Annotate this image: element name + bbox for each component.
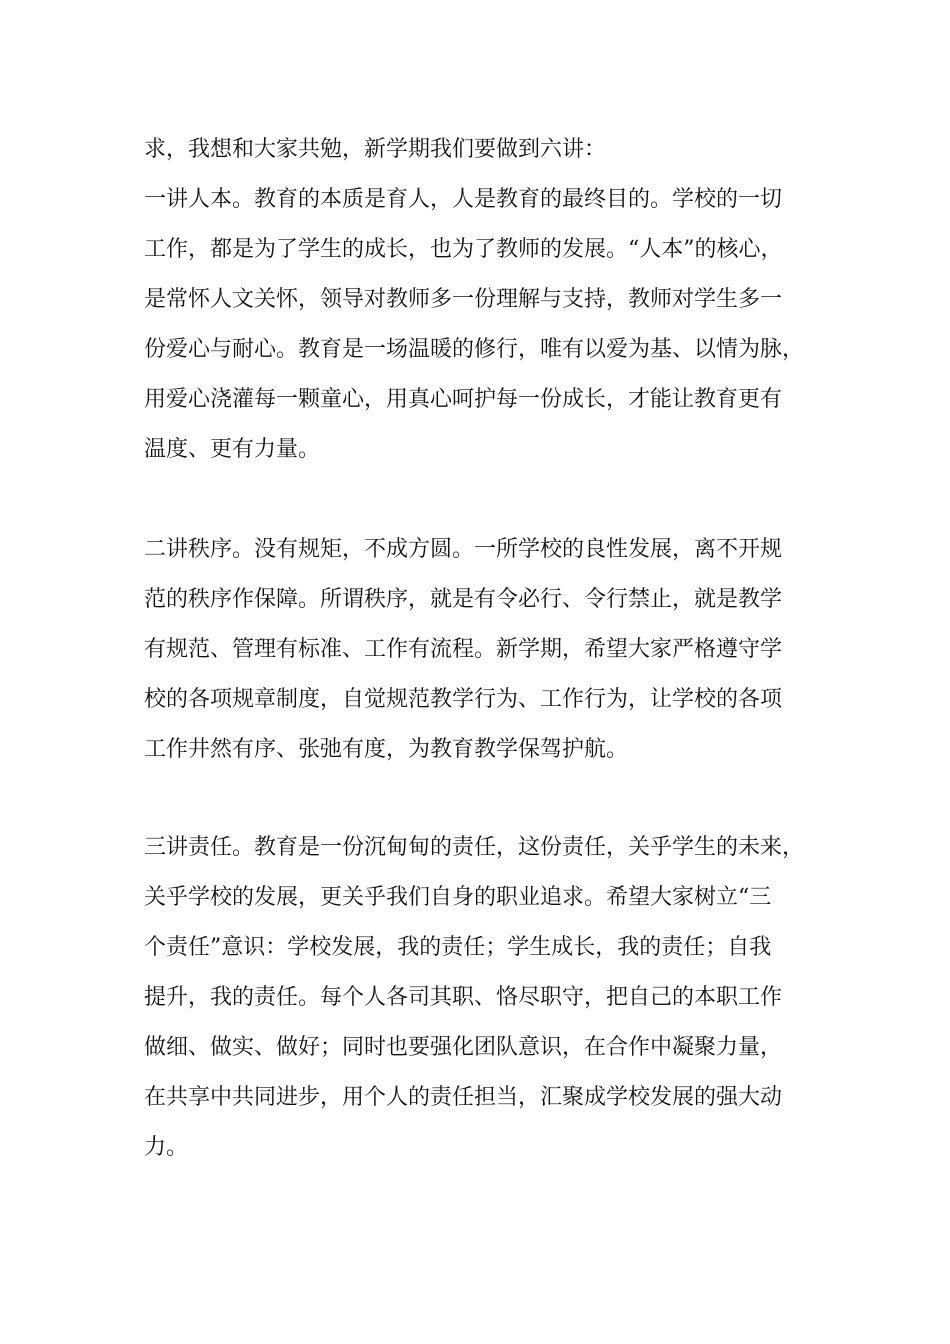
paragraph-line: 做细、做实、做好；同时也要强化团队意识，在合作中凝聚力量， [144,1035,783,1060]
paragraph-line: 是常怀人文关怀，领导对教师多一份理解与支持，教师对学生多一 [144,287,783,312]
paragraph-line: 工作井然有序、张弛有度，为教育教学保驾护航。 [144,737,629,762]
paragraph-line: 范的秩序作保障。所谓秩序，就是有令必行、令行禁止，就是教学 [144,587,783,612]
paragraph-line: 校的各项规章制度，自觉规范教学行为、工作行为，让学校的各项 [144,687,783,712]
paragraph-line: 个责任”意识：学校发展，我的责任；学生成长，我的责任；自我 [144,935,772,960]
paragraph-line: 工作，都是为了学生的成长，也为了教师的发展。“人本”的核心， [144,237,783,262]
paragraph-line: 三讲责任。教育是一份沉甸甸的责任，这份责任，关乎学生的未来， [144,835,805,860]
intro-line: 求，我想和大家共勉，新学期我们要做到六讲： [144,137,607,162]
paragraph-line: 份爱心与耐心。教育是一场温暖的修行，唯有以爱为基、以情为脉， [144,337,805,362]
paragraph-line: 提升，我的责任。每个人各司其职、恪尽职守，把自己的本职工作 [144,985,783,1010]
paragraph-line: 一讲人本。教育的本质是育人，人是教育的最终目的。学校的一切 [144,187,783,212]
paragraph-line: 关乎学校的发展，更关乎我们自身的职业追求。希望大家树立“三 [144,885,772,910]
paragraph-line: 二讲秩序。没有规矩，不成方圆。一所学校的良性发展，离不开规 [144,537,783,562]
paragraph-line: 力。 [144,1135,189,1160]
paragraph-line: 有规范、管理有标准、工作有流程。新学期，希望大家严格遵守学 [144,637,783,662]
paragraph-line: 在共享中共同进步，用个人的责任担当，汇聚成学校发展的强大动 [144,1085,783,1110]
paragraph-line: 用爱心浇灌每一颗童心，用真心呵护每一份成长，才能让教育更有 [144,387,783,412]
paragraph-line: 温度、更有力量。 [144,437,321,462]
